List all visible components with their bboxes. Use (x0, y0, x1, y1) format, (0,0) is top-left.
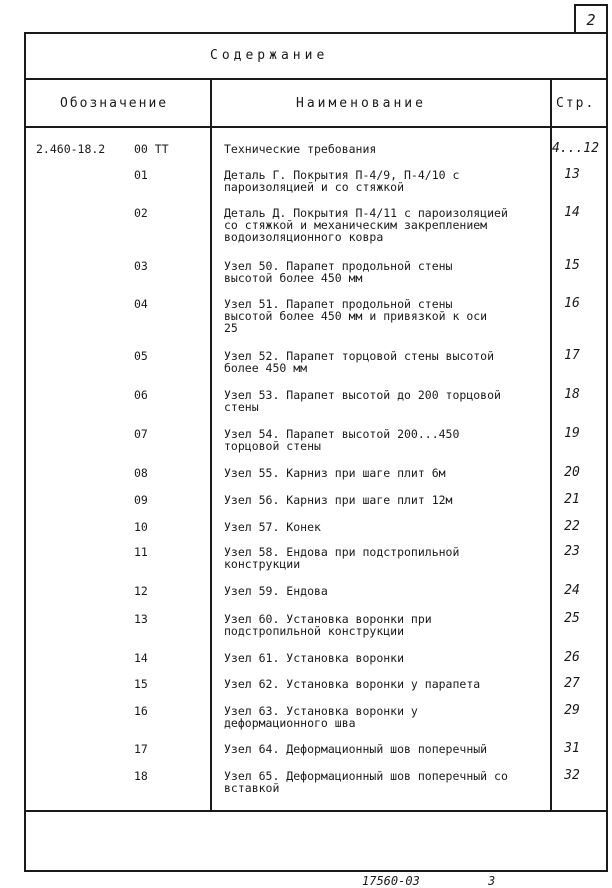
column-header-designation: Обозначение (60, 96, 169, 111)
column-header-name: Наименование (296, 96, 426, 111)
column-divider-1 (210, 78, 212, 810)
table-bottom-rule (24, 810, 608, 812)
title-rule (24, 78, 608, 80)
item-page: 17 (564, 348, 580, 363)
page-title: Содержание (210, 48, 329, 63)
item-name: Узел 57. Конек (224, 520, 321, 534)
item-page: 15 (564, 258, 580, 273)
designation-number: 18 (134, 769, 148, 783)
designation-number: 11 (134, 545, 148, 559)
designation-number: 04 (134, 297, 148, 311)
column-header-page: Стр. (556, 96, 596, 111)
designation-number: 14 (134, 651, 148, 665)
designation-number: 13 (134, 612, 148, 626)
item-page: 24 (564, 583, 580, 598)
designation-number: 09 (134, 493, 148, 507)
item-name: Узел 65. Деформационный шов поперечный со вставкой (224, 769, 508, 795)
item-name: Узел 62. Установка воронки у парапета (224, 677, 481, 691)
item-name: Узел 60. Установка воронки при подстропильной конструкции (224, 612, 432, 638)
item-page: 26 (564, 650, 580, 665)
album-number: 17560-03 (362, 874, 420, 888)
header-rule (24, 126, 608, 128)
item-page: 4...12 (552, 141, 599, 156)
item-page: 16 (564, 296, 580, 311)
designation-number: 17 (134, 742, 148, 756)
item-page: 27 (564, 676, 580, 691)
item-page: 18 (564, 387, 580, 402)
designation-number: 03 (134, 259, 148, 273)
designation-number: 06 (134, 388, 148, 402)
item-page: 31 (564, 741, 580, 756)
item-name: Деталь Г. Покрытия П-4/9, П-4/10 с пароизоляцией и со стяжкой (224, 168, 460, 194)
item-name: Узел 58. Ендова при подстропильной конструкции (224, 545, 460, 571)
designation-number: 16 (134, 704, 148, 718)
item-name: Узел 56. Карниз при шаге плит 12м (224, 493, 453, 507)
item-name: Узел 63. Установка воронки у деформационного шва (224, 704, 418, 730)
designation-base: 2.460-18.2 (36, 142, 106, 156)
item-name: Узел 55. Карниз при шаге плит 6м (224, 466, 446, 480)
designation-number: 00 ТТ (134, 142, 169, 156)
designation-number: 12 (134, 584, 148, 598)
item-name: Узел 51. Парапет продольной стены высотой более 450 мм и привязкой к оси 25 (224, 297, 488, 335)
item-page: 22 (564, 519, 580, 534)
designation-number: 02 (134, 206, 148, 220)
item-page: 29 (564, 703, 580, 718)
item-name: Узел 59. Ендова (224, 584, 328, 598)
item-page: 32 (564, 768, 580, 783)
item-page: 19 (564, 426, 580, 441)
column-divider-2 (550, 78, 552, 810)
item-page: 25 (564, 611, 580, 626)
item-page: 21 (564, 492, 580, 507)
item-page: 23 (564, 544, 580, 559)
sheet-number: 2 (574, 4, 608, 34)
designation-number: 15 (134, 677, 148, 691)
footer-page-number: 3 (488, 874, 496, 888)
item-page: 13 (564, 167, 580, 182)
item-name: Технические требования (224, 142, 377, 156)
item-name: Узел 50. Парапет продольной стены высотой более 450 мм (224, 259, 453, 285)
item-name: Узел 53. Парапет высотой до 200 торцовой стены (224, 388, 501, 414)
designation-number: 08 (134, 466, 148, 480)
designation-number: 05 (134, 349, 148, 363)
item-name: Узел 64. Деформационный шов поперечный (224, 742, 488, 756)
item-name: Узел 52. Парапет торцовой стены высотой более 450 мм (224, 349, 495, 375)
item-name: Узел 61. Установка воронки (224, 651, 405, 665)
designation-number: 10 (134, 520, 148, 534)
designation-number: 07 (134, 427, 148, 441)
item-name: Деталь Д. Покрытия П-4/11 с пароизоляцией со стяжкой и механическим закреплением водоизоляционного ковра (224, 206, 508, 244)
item-name: Узел 54. Парапет высотой 200...450 торцовой стены (224, 427, 460, 453)
designation-number: 01 (134, 168, 148, 182)
item-page: 14 (564, 205, 580, 220)
item-page: 20 (564, 465, 580, 480)
